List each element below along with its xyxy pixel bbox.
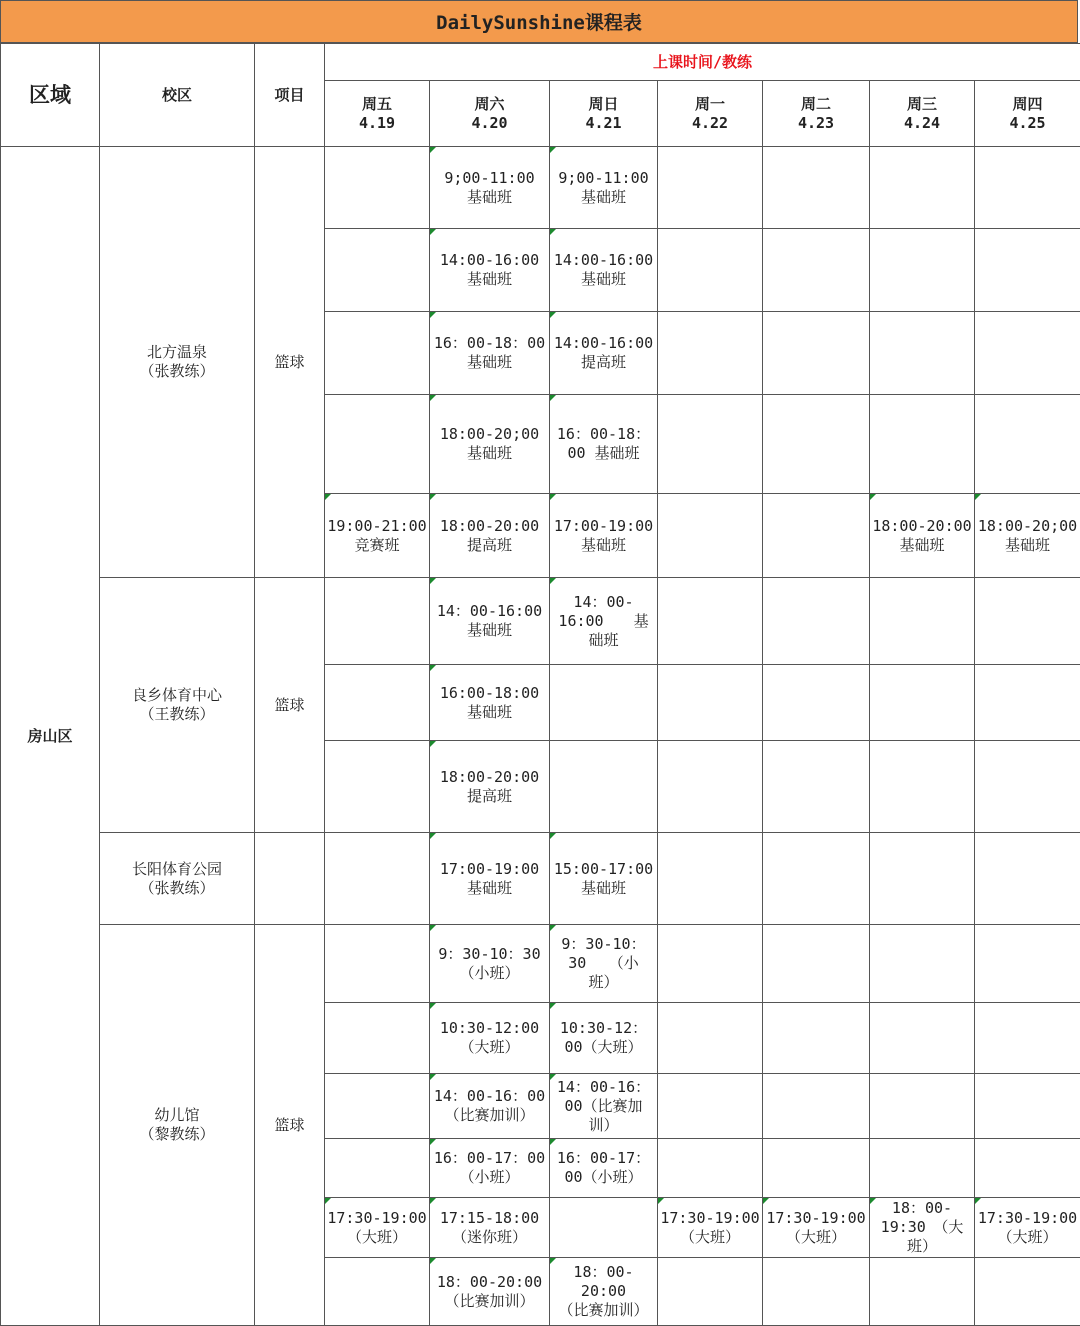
slot-line: 基础班 xyxy=(430,270,549,289)
slot-line: 18：00- xyxy=(870,1199,974,1218)
slot-line: 基础班 xyxy=(550,270,657,289)
class-slot xyxy=(658,1198,763,1258)
slot-line: （比赛加训） xyxy=(430,1292,549,1311)
empty-slot xyxy=(763,312,870,395)
empty-slot xyxy=(870,833,975,925)
slot-line: 10:30-12:00 xyxy=(430,1019,549,1038)
slot-line: 基础班 xyxy=(430,353,549,372)
slot-line: （大班） xyxy=(658,1228,762,1247)
empty-slot xyxy=(975,665,1080,741)
empty-slot xyxy=(975,229,1080,312)
empty-slot xyxy=(325,578,430,665)
class-slot xyxy=(430,395,550,494)
day-header xyxy=(658,81,763,147)
day-date: 4.24 xyxy=(870,114,974,133)
header-time-coach: 上课时间/教练 xyxy=(325,44,1080,81)
slot-line: 17:30-19:00 xyxy=(658,1209,762,1228)
slot-line: （大班） xyxy=(325,1228,429,1247)
slot-line: （大班） xyxy=(763,1228,869,1247)
empty-slot xyxy=(975,925,1080,1003)
class-slot xyxy=(430,1139,550,1198)
slot-line: 16：00-18：00 xyxy=(430,334,549,353)
slot-line: 基础班 xyxy=(550,188,657,207)
day-header xyxy=(870,81,975,147)
slot-line: 18:00-20:00 xyxy=(430,768,549,787)
class-slot xyxy=(430,147,550,229)
slot-line: 基础班 xyxy=(430,703,549,722)
empty-slot xyxy=(325,1074,430,1139)
empty-slot xyxy=(658,925,763,1003)
empty-slot xyxy=(870,229,975,312)
empty-slot xyxy=(658,1258,763,1326)
project-cell: 篮球 xyxy=(255,578,325,833)
empty-slot xyxy=(658,741,763,833)
slot-line: 14:00-16:00 xyxy=(550,334,657,353)
day-date: 4.20 xyxy=(430,114,549,133)
class-slot xyxy=(870,1198,975,1258)
empty-slot xyxy=(870,147,975,229)
class-slot xyxy=(550,229,658,312)
empty-slot xyxy=(658,147,763,229)
slot-line: 基础班 xyxy=(430,879,549,898)
slot-line: 18:00-20:00 xyxy=(870,517,974,536)
empty-slot xyxy=(763,741,870,833)
slot-line: 9：30-10：30 xyxy=(430,945,549,964)
class-slot xyxy=(430,833,550,925)
day-name: 周一 xyxy=(658,95,762,114)
day-date: 4.23 xyxy=(763,114,869,133)
slot-line: 班） xyxy=(870,1237,974,1256)
class-slot xyxy=(430,925,550,1003)
empty-slot xyxy=(975,147,1080,229)
empty-slot xyxy=(870,1003,975,1074)
class-slot xyxy=(550,1003,658,1074)
slot-line: 9：30-10： xyxy=(550,935,657,954)
empty-slot xyxy=(658,229,763,312)
slot-line: 16:00 基 xyxy=(550,612,657,631)
class-slot xyxy=(430,578,550,665)
empty-slot xyxy=(870,1139,975,1198)
campus-coach: （黎教练） xyxy=(100,1125,254,1144)
slot-line: 16：00-17：00 xyxy=(430,1149,549,1168)
empty-slot xyxy=(975,1074,1080,1139)
slot-line: 14:00-16:00 xyxy=(430,251,549,270)
day-date: 4.25 xyxy=(975,114,1080,133)
slot-line: 14：00-16：00 xyxy=(430,1087,549,1106)
slot-line: 30 （小 xyxy=(550,954,657,973)
slot-line: 基础班 xyxy=(550,536,657,555)
slot-line: 基础班 xyxy=(870,536,974,555)
empty-slot xyxy=(975,312,1080,395)
empty-slot xyxy=(550,1198,658,1258)
day-date: 4.22 xyxy=(658,114,762,133)
campus-cell xyxy=(100,578,255,833)
day-date: 4.21 xyxy=(550,114,657,133)
slot-line: 20:00 xyxy=(550,1282,657,1301)
slot-line: 10:30-12： xyxy=(550,1019,657,1038)
day-header xyxy=(430,81,550,147)
day-header xyxy=(763,81,870,147)
day-name: 周五 xyxy=(325,95,429,114)
empty-slot xyxy=(975,1139,1080,1198)
slot-line: 基础班 xyxy=(430,188,549,207)
empty-slot xyxy=(658,494,763,578)
empty-slot xyxy=(763,833,870,925)
campus-name: 幼儿馆 xyxy=(100,1106,254,1125)
class-slot xyxy=(430,1258,550,1326)
empty-slot xyxy=(763,147,870,229)
empty-slot xyxy=(870,1258,975,1326)
class-slot xyxy=(430,1074,550,1139)
day-header xyxy=(550,81,658,147)
empty-slot xyxy=(658,1074,763,1139)
empty-slot xyxy=(658,312,763,395)
schedule-row xyxy=(1,833,1080,925)
slot-line: （迷你班） xyxy=(430,1228,549,1247)
campus-coach: （王教练） xyxy=(100,705,254,724)
slot-line: 16：00-18： xyxy=(550,425,657,444)
slot-line: 16：00-17： xyxy=(550,1149,657,1168)
slot-line: 18：00- xyxy=(550,1263,657,1282)
schedule-row xyxy=(1,147,1080,229)
class-slot xyxy=(975,494,1080,578)
empty-slot xyxy=(975,1003,1080,1074)
class-slot xyxy=(325,1198,430,1258)
day-name: 周四 xyxy=(975,95,1080,114)
class-slot xyxy=(550,395,658,494)
empty-slot xyxy=(975,1258,1080,1326)
slot-line: 提高班 xyxy=(430,536,549,555)
empty-slot xyxy=(763,494,870,578)
header-project: 项目 xyxy=(255,44,325,147)
class-slot xyxy=(550,925,658,1003)
day-name: 周日 xyxy=(550,95,657,114)
slot-line: 14：00-16： xyxy=(550,1078,657,1097)
slot-line: 17:15-18:00 xyxy=(430,1209,549,1228)
day-name: 周二 xyxy=(763,95,869,114)
sheet-title: DailySunshine课程表 xyxy=(0,0,1078,43)
empty-slot xyxy=(658,395,763,494)
campus-cell xyxy=(100,147,255,578)
empty-slot xyxy=(870,395,975,494)
project-cell xyxy=(255,833,325,925)
empty-slot xyxy=(975,395,1080,494)
slot-line: 14：00- xyxy=(550,593,657,612)
campus-name: 长阳体育公园 xyxy=(100,860,254,879)
class-slot xyxy=(430,665,550,741)
empty-slot xyxy=(325,1139,430,1198)
campus-cell xyxy=(100,925,255,1326)
slot-line: 18:00-20;00 xyxy=(975,517,1080,536)
slot-line: （大班） xyxy=(975,1228,1080,1247)
empty-slot xyxy=(763,578,870,665)
slot-line: 17:00-19:00 xyxy=(550,517,657,536)
slot-line: （大班） xyxy=(430,1038,549,1057)
slot-line: （小班） xyxy=(430,1168,549,1187)
slot-line: 础班 xyxy=(550,631,657,650)
slot-line: （小班） xyxy=(430,964,549,983)
project-cell: 篮球 xyxy=(255,925,325,1326)
class-slot xyxy=(763,1198,870,1258)
empty-slot xyxy=(325,741,430,833)
class-slot xyxy=(550,1139,658,1198)
slot-line: 基础班 xyxy=(430,444,549,463)
class-slot xyxy=(430,1003,550,1074)
region-cell: 房山区 xyxy=(1,147,100,1326)
empty-slot xyxy=(870,578,975,665)
schedule-row xyxy=(1,925,1080,1003)
class-slot xyxy=(550,147,658,229)
day-header xyxy=(325,81,430,147)
slot-line: 14：00-16:00 xyxy=(430,602,549,621)
slot-line: 提高班 xyxy=(550,353,657,372)
project-cell: 篮球 xyxy=(255,147,325,578)
empty-slot xyxy=(658,1003,763,1074)
slot-line: 基础班 xyxy=(430,621,549,640)
empty-slot xyxy=(763,925,870,1003)
schedule-table xyxy=(0,43,1080,1326)
class-slot xyxy=(430,741,550,833)
campus-cell xyxy=(100,833,255,925)
slot-line: 17:30-19:00 xyxy=(325,1209,429,1228)
slot-line: 16:00-18:00 xyxy=(430,684,549,703)
campus-name: 北方温泉 xyxy=(100,343,254,362)
slot-line: 17:30-19:00 xyxy=(975,1209,1080,1228)
empty-slot xyxy=(870,665,975,741)
header-campus: 校区 xyxy=(100,44,255,147)
empty-slot xyxy=(325,1258,430,1326)
slot-line: 基础班 xyxy=(550,879,657,898)
empty-slot xyxy=(325,229,430,312)
slot-line: 19:30 （大 xyxy=(870,1218,974,1237)
empty-slot xyxy=(325,395,430,494)
class-slot xyxy=(550,312,658,395)
slot-line: 18：00-20:00 xyxy=(430,1273,549,1292)
empty-slot xyxy=(763,1258,870,1326)
campus-name: 良乡体育中心 xyxy=(100,686,254,705)
class-slot xyxy=(975,1198,1080,1258)
slot-line: 15:00-17:00 xyxy=(550,860,657,879)
empty-slot xyxy=(325,833,430,925)
campus-coach: （张教练） xyxy=(100,879,254,898)
slot-line: 竞赛班 xyxy=(325,536,429,555)
slot-line: 00 基础班 xyxy=(550,444,657,463)
empty-slot xyxy=(658,833,763,925)
empty-slot xyxy=(325,665,430,741)
day-name: 周六 xyxy=(430,95,549,114)
empty-slot xyxy=(870,741,975,833)
campus-coach: （张教练） xyxy=(100,362,254,381)
empty-slot xyxy=(870,312,975,395)
slot-line: 提高班 xyxy=(430,787,549,806)
slot-line: （比赛加训） xyxy=(430,1106,549,1125)
slot-line: 18:00-20:00 xyxy=(430,517,549,536)
slot-line: 班） xyxy=(550,973,657,992)
class-slot xyxy=(550,578,658,665)
empty-slot xyxy=(763,1139,870,1198)
slot-line: 基础班 xyxy=(975,536,1080,555)
class-slot xyxy=(550,1074,658,1139)
day-date: 4.19 xyxy=(325,114,429,133)
empty-slot xyxy=(763,229,870,312)
slot-line: （比赛加训） xyxy=(550,1301,657,1320)
slot-line: 00（小班） xyxy=(550,1168,657,1187)
empty-slot xyxy=(658,665,763,741)
class-slot xyxy=(430,229,550,312)
slot-line: 14:00-16:00 xyxy=(550,251,657,270)
class-slot xyxy=(550,1258,658,1326)
empty-slot xyxy=(325,925,430,1003)
empty-slot xyxy=(550,665,658,741)
empty-slot xyxy=(975,741,1080,833)
empty-slot xyxy=(763,1003,870,1074)
slot-line: 19:00-21:00 xyxy=(325,517,429,536)
empty-slot xyxy=(763,395,870,494)
slot-line: 训） xyxy=(550,1116,657,1135)
empty-slot xyxy=(325,147,430,229)
day-header xyxy=(975,81,1080,147)
slot-line: 00（大班） xyxy=(550,1038,657,1057)
class-slot xyxy=(550,494,658,578)
class-slot xyxy=(430,1198,550,1258)
empty-slot xyxy=(658,1139,763,1198)
header-region: 区域 xyxy=(1,44,100,147)
class-slot xyxy=(550,833,658,925)
slot-line: 18:00-20;00 xyxy=(430,425,549,444)
schedule-row xyxy=(1,578,1080,665)
class-slot xyxy=(430,494,550,578)
empty-slot xyxy=(763,665,870,741)
slot-line: 17:00-19:00 xyxy=(430,860,549,879)
empty-slot xyxy=(870,925,975,1003)
empty-slot xyxy=(870,1074,975,1139)
empty-slot xyxy=(325,312,430,395)
empty-slot xyxy=(975,578,1080,665)
day-name: 周三 xyxy=(870,95,974,114)
empty-slot xyxy=(325,1003,430,1074)
empty-slot xyxy=(550,741,658,833)
empty-slot xyxy=(763,1074,870,1139)
slot-line: 00（比赛加 xyxy=(550,1097,657,1116)
empty-slot xyxy=(658,578,763,665)
class-slot xyxy=(430,312,550,395)
class-slot xyxy=(870,494,975,578)
slot-line: 9;00-11:00 xyxy=(550,169,657,188)
slot-line: 17:30-19:00 xyxy=(763,1209,869,1228)
empty-slot xyxy=(975,833,1080,925)
slot-line: 9;00-11:00 xyxy=(430,169,549,188)
class-slot xyxy=(325,494,430,578)
